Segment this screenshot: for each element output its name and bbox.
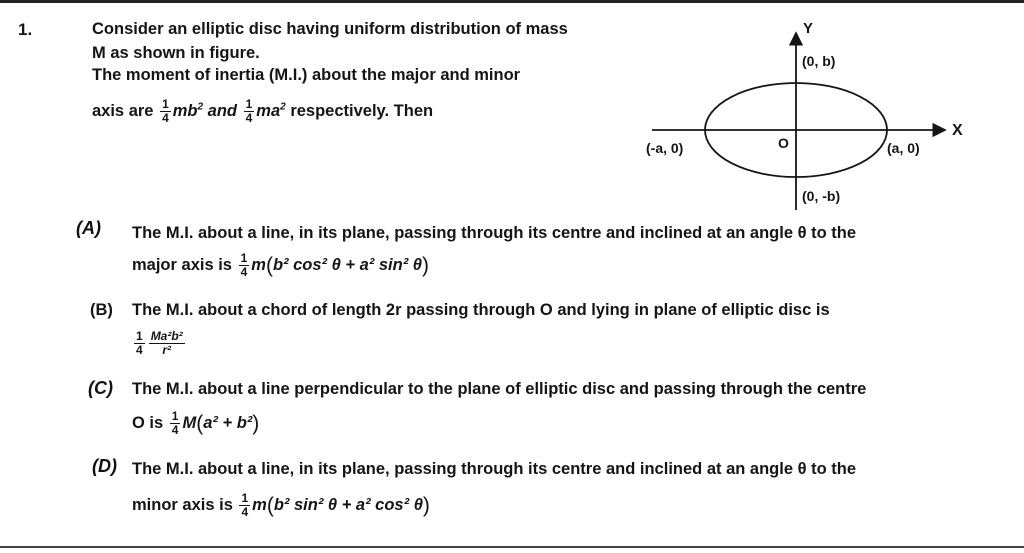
option-d-fraction: $\frac{1}{4}$: [241, 491, 249, 519]
option-b-fraction-1: $\frac{1}{4}$: [136, 329, 143, 357]
question-line-1: Consider an elliptic disc having uniform distribution of mass: [92, 20, 568, 38]
option-a-line-2: major axis is $\frac{1}{4}$ m(b² cos² θ + a² sin² θ): [132, 251, 429, 279]
option-c-lead: O is: [132, 413, 164, 432]
question-line-4-start: axis are: [92, 101, 154, 120]
option-c-line-2: O is $\frac{1}{4}$ M(a² + b²): [132, 409, 260, 437]
option-b-line-1: The M.I. about a chord of length 2r passing through O and lying in plane of elliptic disc is: [132, 301, 830, 319]
ma-squared: $ma^2$: [256, 101, 286, 120]
question-number: 1.: [18, 20, 33, 39]
option-b-line-2: [132, 330, 187, 357]
point-bottom-label: (0, -b): [802, 188, 841, 204]
option-c-fraction: $\frac{1}{4}$: [171, 409, 179, 437]
mb-squared: $mb^2$: [172, 101, 204, 120]
option-d-expression: b² sin² θ + a² cos² θ: [273, 495, 423, 514]
option-c-marker: (C): [88, 378, 113, 398]
point-top-label: (0, b): [802, 53, 836, 69]
option-a-marker: (A): [76, 218, 101, 238]
option-a-mass: m: [251, 255, 266, 274]
x-axis-label: X: [952, 122, 963, 139]
option-d-line-1: The M.I. about a line, in its plane, passing through its centre and inclined at an angle θ to the: [132, 460, 857, 478]
top-rule: [0, 0, 1024, 3]
and-word: and: [207, 101, 238, 120]
question-line-3: The moment of inertia (M.I.) about the major and minor: [92, 66, 521, 84]
fraction-quarter-1: $\frac{1}{4}$: [162, 97, 169, 125]
option-c-expression: a² + b²: [203, 413, 253, 432]
option-c-line-1: The M.I. about a line perpendicular to the plane of elliptic disc and passing through the centre: [132, 380, 867, 398]
ellipse-figure: [640, 15, 990, 215]
origin-label: O: [778, 135, 789, 151]
question-line-4: [92, 98, 433, 125]
option-b-marker: (B): [90, 301, 113, 319]
question-line-4-end: respectively. Then: [290, 101, 434, 120]
bottom-rule: [0, 546, 1024, 548]
option-d-line-2: minor axis is $\frac{1}{4}$ m(b² sin² θ + a² cos² θ): [132, 491, 430, 519]
option-a-lead: major axis is: [132, 255, 232, 274]
option-d-lead: minor axis is: [132, 495, 233, 514]
question-line-2: M as shown in figure.: [92, 44, 260, 62]
option-d-mass: m: [252, 495, 267, 514]
option-a-fraction: $\frac{1}{4}$: [240, 251, 248, 279]
option-a-expression: b² cos² θ + a² sin² θ: [272, 255, 422, 274]
option-d-marker: (D): [92, 456, 117, 476]
point-right-label: (a, 0): [887, 140, 920, 156]
option-b-fraction-2: $\frac{\text{Ma²b²}}{\text{r²}}$: [150, 329, 183, 357]
fraction-quarter-2: $\frac{1}{4}$: [245, 97, 253, 125]
y-axis-label: Y: [803, 20, 814, 37]
option-a-line-1: The M.I. about a line, in its plane, passing through its centre and inclined at an angle θ to the: [132, 224, 857, 242]
option-c-mass: M: [182, 413, 197, 432]
point-left-label: (-a, 0): [646, 140, 684, 156]
